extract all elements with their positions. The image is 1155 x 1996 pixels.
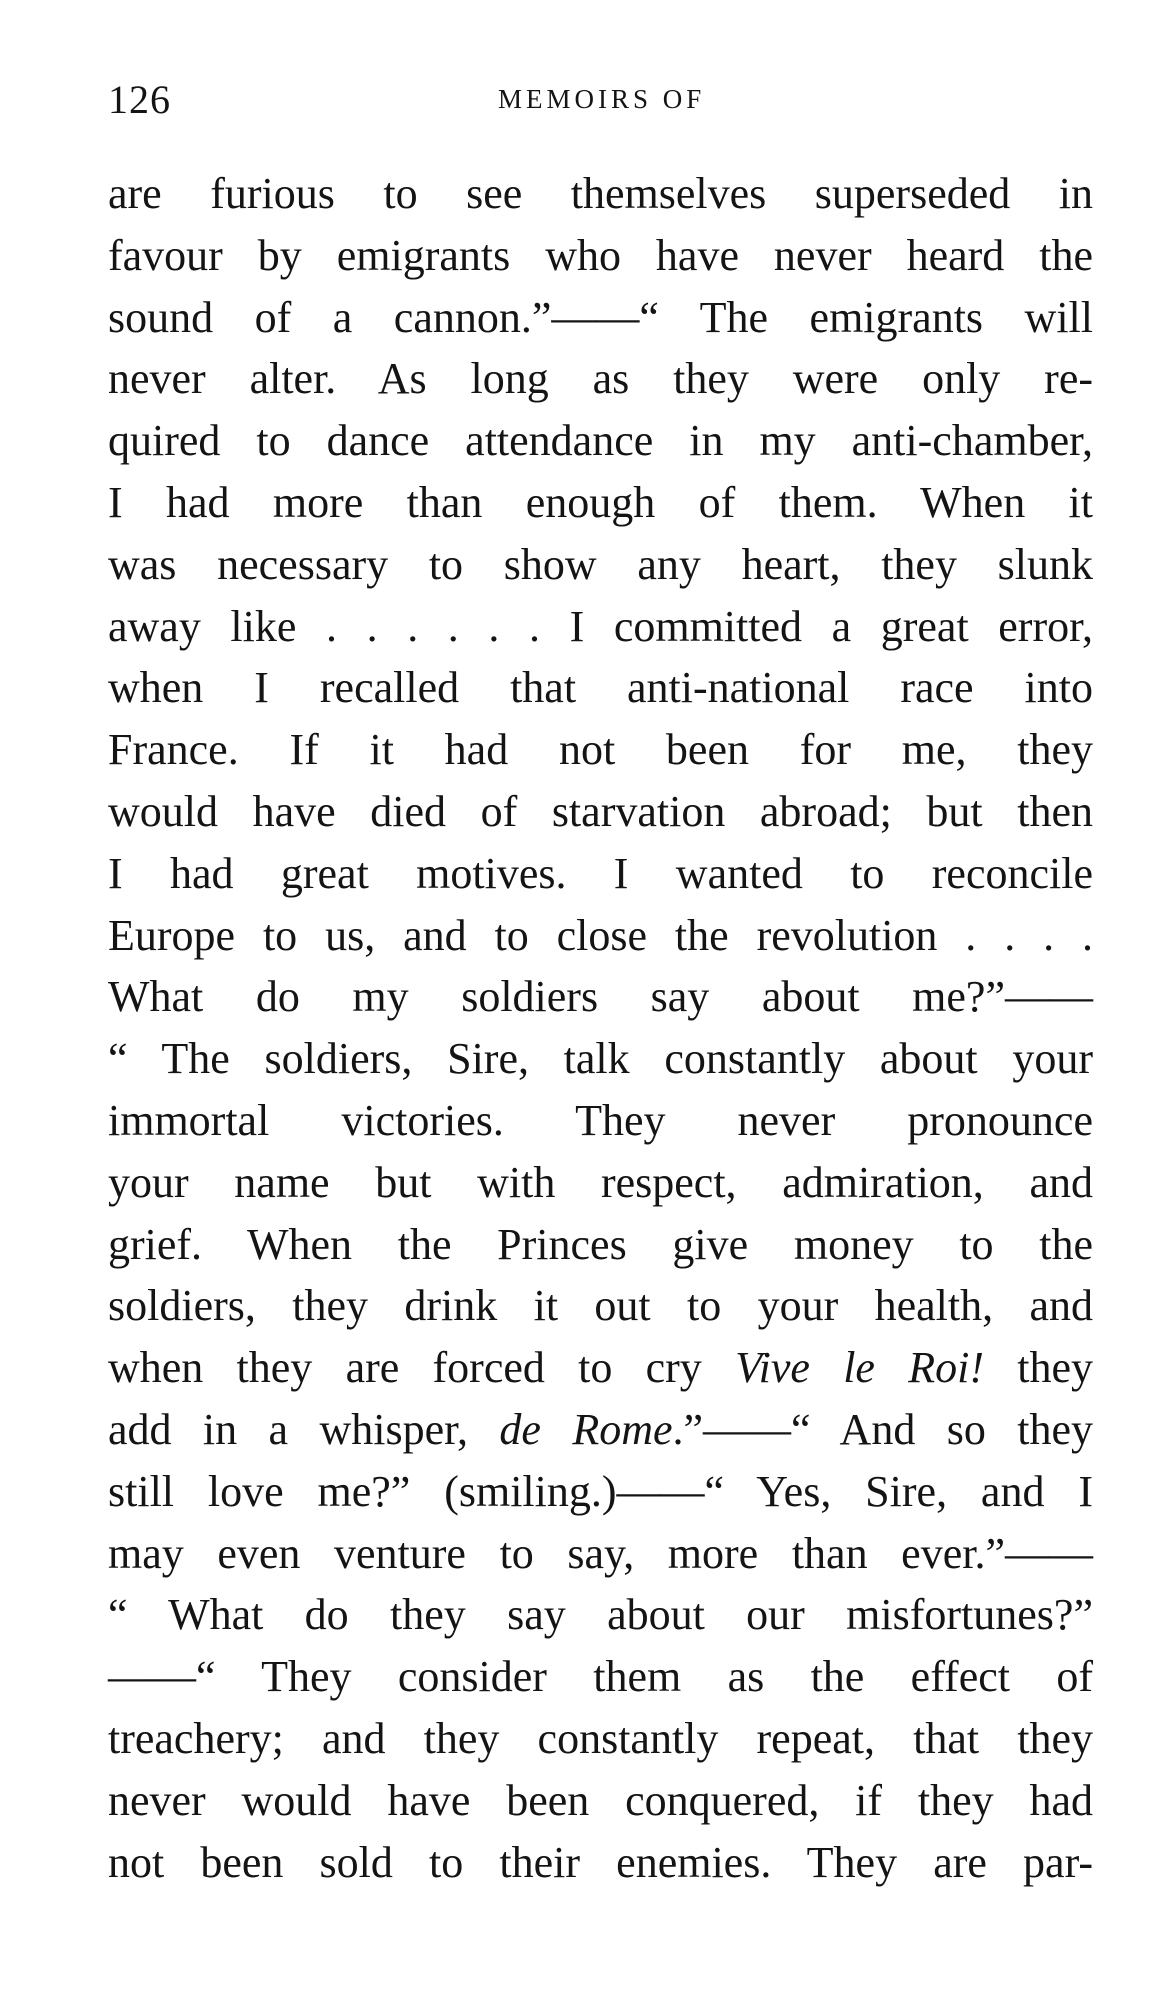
- text-line: [108, 1708, 1093, 1770]
- text-line: [108, 1028, 1093, 1090]
- text-line: [108, 1337, 1093, 1399]
- text-line: [108, 1152, 1093, 1214]
- text-line: [108, 1275, 1093, 1337]
- text-segment: treachery; and they constantly repeat, that they: [108, 1713, 1093, 1763]
- body-text: [108, 163, 1093, 1893]
- text-segment: soldiers, they drink it out to your health, and: [108, 1281, 1093, 1331]
- text-line: [108, 1646, 1093, 1708]
- text-segment: I had more than enough of them. When it: [108, 477, 1093, 527]
- text-segment: What do my soldiers say about me?”——: [108, 972, 1093, 1022]
- text-segment: quired to dance attendance in my anti-chamber,: [108, 416, 1093, 466]
- text-line: [108, 657, 1093, 719]
- text-line: [108, 1214, 1093, 1276]
- text-segment: favour by emigrants who have never heard the: [108, 230, 1093, 280]
- text-segment: add in a whisper,: [108, 1404, 500, 1454]
- text-line: [108, 1770, 1093, 1832]
- text-segment: would have died of starvation abroad; but then: [108, 786, 1093, 836]
- text-line: [108, 966, 1093, 1028]
- text-line: [108, 534, 1093, 596]
- text-segment: not been sold to their enemies. They are par-: [108, 1837, 1093, 1887]
- text-line: [108, 596, 1093, 658]
- text-segment: grief. When the Princes give money to the: [108, 1219, 1093, 1269]
- text-segment: sound of a cannon.”——“ The emigrants will: [108, 292, 1093, 342]
- text-segment: was necessary to show any heart, they slunk: [108, 539, 1093, 589]
- running-head: MEMOIRS OF: [498, 84, 706, 114]
- text-segment: may even venture to say, more than ever.”——: [108, 1528, 1093, 1578]
- text-line: [108, 905, 1093, 967]
- text-segment: ——“ They consider them as the effect of: [108, 1652, 1093, 1702]
- text-line: [108, 843, 1093, 905]
- text-segment: when I recalled that anti-national race into: [108, 663, 1093, 713]
- text-segment: I had great motives. I wanted to reconcile: [108, 848, 1093, 898]
- text-line: [108, 472, 1093, 534]
- text-line: [108, 163, 1093, 225]
- text-line: [108, 1832, 1093, 1894]
- italic-text: Vive le Roi!: [735, 1343, 984, 1393]
- text-segment: France. If it had not been for me, they: [108, 725, 1093, 775]
- text-line: [108, 1461, 1093, 1523]
- text-segment: never would have been conquered, if they had: [108, 1775, 1093, 1825]
- text-segment: they: [983, 1343, 1093, 1393]
- text-line: [108, 1399, 1093, 1461]
- text-segment: “ The soldiers, Sire, talk constantly about your: [108, 1034, 1093, 1084]
- text-line: [108, 1090, 1093, 1152]
- text-segment: your name but with respect, admiration, and: [108, 1157, 1093, 1207]
- text-segment: still love me?” (smiling.)——“ Yes, Sire, and I: [108, 1466, 1093, 1516]
- page-header: [108, 76, 1093, 126]
- text-line: [108, 1584, 1093, 1646]
- text-segment: .”——“ And so they: [672, 1404, 1093, 1454]
- text-segment: away like . . . . . . I committed a great error,: [108, 601, 1093, 651]
- text-line: [108, 410, 1093, 472]
- text-segment: Europe to us, and to close the revolution . . . .: [108, 910, 1093, 960]
- text-segment: when they are forced to cry: [108, 1343, 736, 1393]
- page-number: 126: [108, 77, 171, 122]
- text-segment: never alter. As long as they were only re-: [108, 354, 1093, 404]
- text-segment: immortal victories. They never pronounce: [108, 1095, 1093, 1145]
- text-line: [108, 719, 1093, 781]
- text-line: [108, 348, 1093, 410]
- text-segment: are furious to see themselves superseded in: [108, 169, 1093, 218]
- italic-text: de Rome: [499, 1404, 673, 1454]
- text-segment: “ What do they say about our misfortunes?”: [108, 1590, 1093, 1640]
- text-line: [108, 781, 1093, 843]
- text-line: [108, 287, 1093, 349]
- text-line: [108, 225, 1093, 287]
- text-line: [108, 1523, 1093, 1585]
